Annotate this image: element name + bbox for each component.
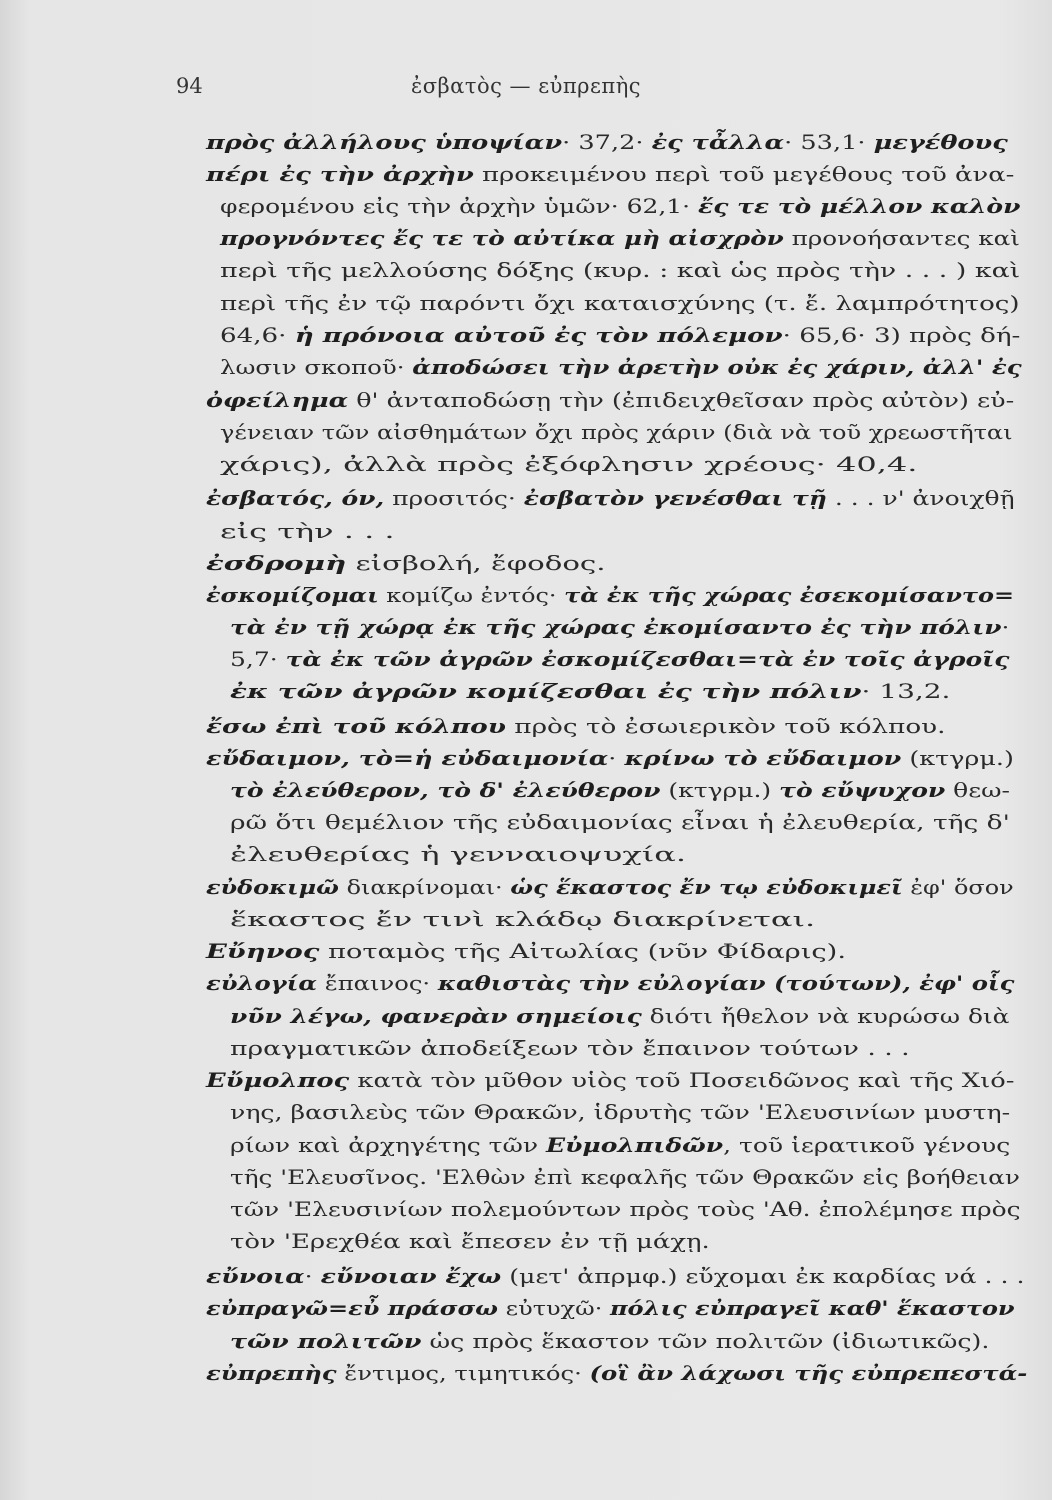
text-line	[230, 777, 1010, 803]
text-line	[230, 678, 950, 704]
text-line	[206, 129, 1008, 155]
page-header	[0, 74, 1052, 104]
headword-segment: τὰ ἐκ τῶν ἀγρῶν ἐσκομίζεσθαι=τὰ ἐν τοῖς ἀγροῖς	[285, 647, 1010, 671]
text-segment: ποταμὸς τῆς Αἰτωλίας (νῦν Φίδαρις).	[319, 939, 846, 963]
text-line	[230, 1099, 1010, 1125]
text-line	[220, 290, 1020, 316]
headword-segment: τὸ εὔψυχον	[779, 778, 946, 802]
text-segment: ἐφ' ὅσον	[902, 875, 1014, 899]
text-segment: χάρις), ἀλλὰ πρὸς ἐξόφλησιν χρέους· 40,4.	[220, 452, 918, 476]
text-line	[220, 451, 917, 477]
text-segment: τῆς 'Ελευσῖνος. 'Ελθὼν ἐπὶ κεφαλῆς τῶν Θρακῶν εἰς βοήθειαν	[230, 1165, 1020, 1189]
headword-segment: ἐσκομίζομαι	[206, 583, 379, 607]
text-line	[206, 1067, 1014, 1093]
text-line	[206, 970, 1014, 996]
text-segment: προσιτός·	[384, 486, 524, 510]
text-segment: (κτγρμ.)	[901, 746, 1014, 770]
text-segment: ρῶ ὅτι θεμέλιον τῆς εὐδαιμονίας εἶναι ἡ ἐλευθερία, τῆς δ'	[230, 810, 1010, 834]
headword-segment: ἐσβατὸν γενέσθαι τῇ	[523, 486, 827, 510]
headword-segment: ἀποδώσει τὴν ἀρετὴν οὐκ ἐς χάριν, ἀλλ' ἐς	[412, 355, 1022, 379]
headword-segment: ὡς ἕκαστος ἔν τῳ εὐδοκιμεῖ	[510, 875, 903, 899]
text-line	[220, 518, 395, 544]
text-line	[206, 550, 606, 576]
text-line	[206, 745, 1014, 771]
text-line	[206, 387, 1014, 413]
text-segment: (μετ' ἀπρμφ.) εὔχομαι ἐκ καρδίας νά . . .	[501, 1264, 1025, 1288]
text-segment: διακρίνομαι·	[338, 875, 511, 899]
headword-segment: ἐσβατός, όν,	[206, 486, 385, 510]
text-line	[230, 646, 1009, 672]
text-line	[220, 193, 1020, 219]
headword-segment: μεγέθους	[873, 130, 1008, 154]
text-segment: ἕκαστος ἔν τινὶ κλάδῳ διακρίνεται.	[230, 907, 816, 931]
text-line	[230, 614, 1009, 640]
headword-segment: (οἳ ἂν λάχωσι τῆς εὐπρεπεστά-	[589, 1361, 1028, 1385]
headword-segment: εὐλογία	[206, 971, 318, 995]
text-segment: φερομένου εἰς τὴν ἀρχὴν ὑμῶν· 62,1·	[220, 194, 699, 218]
text-line	[206, 582, 1014, 608]
text-segment: · 13,2.	[861, 679, 951, 703]
text-segment: ρίων καὶ ἀρχηγέτης τῶν	[230, 1133, 547, 1157]
text-line	[220, 322, 1020, 348]
headword-segment: εὐπρεπὴς	[206, 1361, 337, 1385]
text-segment: (κτγρμ.)	[660, 778, 780, 802]
text-segment: ·	[1001, 615, 1010, 639]
text-segment: · 65,6· 3) πρὸς δή-	[782, 323, 1021, 347]
headword-segment: ἐς τἆλλα	[651, 130, 785, 154]
text-line	[230, 809, 1010, 835]
page-number: 94	[176, 74, 203, 98]
text-segment: ἔπαινος·	[317, 971, 438, 995]
text-line	[220, 257, 1020, 283]
text-line	[206, 874, 1014, 900]
text-segment: · 37,2·	[562, 130, 652, 154]
text-line	[230, 1228, 710, 1254]
text-segment: τῶν 'Ελευσινίων πολεμούντων πρὸς τοὺς 'Αθ. ἐπολέμησε πρὸς	[230, 1197, 1021, 1221]
headword-segment: πέρι ἐς τὴν ἀρχὴν	[206, 162, 474, 186]
text-segment: προνοήσαντες καὶ	[783, 226, 1020, 250]
text-segment: γένειαν τῶν αἰσθημάτων ὄχι πρὸς χάριν (διὰ νὰ τοῦ χρεωστῆται	[220, 420, 1013, 444]
text-line	[230, 1196, 1021, 1222]
headword-segment: πόλις εὐπραγεῖ καθ' ἕκαστον	[609, 1296, 1015, 1320]
headword-segment: ὀφείλημα	[206, 388, 349, 412]
text-segment: προκειμένου περὶ τοῦ μεγέθους τοῦ ἀνα-	[473, 162, 1015, 186]
headword-segment: εὔνοιαν ἔχω	[320, 1264, 502, 1288]
headword-segment: τὸ ἐλεύθερον, τὸ δ' ἐλεύθερον	[230, 778, 661, 802]
headword-segment: πρὸς ἀλλήλους ὑποψίαν	[206, 130, 563, 154]
text-segment: εὐτυχῶ·	[498, 1296, 610, 1320]
text-line	[206, 161, 1014, 187]
headword-segment: τῶν πολιτῶν	[230, 1329, 422, 1353]
headword-segment: εὔνοια	[206, 1264, 305, 1288]
text-segment: ἐλευθερίας ἡ γενναιοψυχία.	[230, 842, 687, 866]
text-line	[230, 1328, 989, 1354]
text-line	[230, 1132, 1010, 1158]
headword-segment: κρίνω τὸ εὔδαιμον	[624, 746, 902, 770]
text-segment: κατὰ τὸν μῦθον υἱὸς τοῦ Ποσειδῶνος καὶ τῆς Χιό-	[349, 1068, 1015, 1092]
text-segment: · 53,1·	[784, 130, 874, 154]
text-segment: πραγματικῶν ἀποδείξεων τὸν ἔπαινον τούτων . . .	[230, 1036, 910, 1060]
text-line	[206, 1295, 1015, 1321]
running-head: ἐσβατὸς — εὐπρεπὴς	[410, 74, 642, 98]
text-line	[230, 1035, 910, 1061]
text-line	[220, 354, 1022, 380]
headword-segment: εὐδοκιμῶ	[206, 875, 339, 899]
text-segment: πρὸς τὸ ἐσωιερικὸν τοῦ κόλπου.	[505, 714, 946, 738]
text-segment: . . . ν' ἀνοιχθῇ	[826, 486, 1015, 510]
headword-segment: Εὔμολπος	[206, 1068, 350, 1092]
headword-segment: ἔς τε τὸ μέλλον καλὸν	[698, 194, 1021, 218]
text-segment: κομίζω ἐντός·	[378, 583, 565, 607]
headword-segment: ἐκ τῶν ἀγρῶν κομίζεσθαι ἐς τὴν πόλιν	[230, 679, 862, 703]
text-line	[206, 1263, 1025, 1289]
headword-segment: ἐσδρομὴ	[206, 551, 347, 575]
headword-segment: νῦν λέγω, φανερὰν σημείοις	[230, 1004, 642, 1028]
text-segment: ὡς πρὸς ἕκαστον τῶν πολιτῶν (ἰδιωτικῶς).	[421, 1329, 990, 1353]
text-segment: λωσιν σκοποῦ·	[220, 355, 413, 379]
headword-segment: εὐπραγῶ=εὖ πράσσω	[206, 1296, 499, 1320]
text-segment: ·	[304, 1264, 321, 1288]
text-segment: τὸν 'Ερεχθέα καὶ ἔπεσεν ἐν τῇ μάχῃ.	[230, 1229, 710, 1253]
text-line	[230, 1003, 1009, 1029]
headword-segment: Εὐμολπιδῶν	[546, 1133, 724, 1157]
headword-segment: τὰ ἐν τῇ χώρᾳ ἐκ τῆς χώρας ἐκομίσαντο ἐς τὴν πόλιν	[230, 615, 1002, 639]
text-segment: θεω-	[945, 778, 1010, 802]
text-line	[206, 938, 846, 964]
text-segment: ·	[608, 746, 625, 770]
text-segment: νης, βασιλεὺς τῶν Θρακῶν, ἱδρυτὴς τῶν 'Ελευσινίων μυστη-	[230, 1100, 1011, 1124]
headword-segment: ἔσω ἐπὶ τοῦ κόλπου	[206, 714, 506, 738]
text-line	[230, 1164, 1020, 1190]
text-segment: περὶ τῆς ἐν τῷ παρόντι ὄχι καταισχύνης (τ. ἔ. λαμπρότητος)	[220, 291, 1020, 315]
text-segment: εἰς τὴν . . .	[220, 519, 395, 543]
headword-segment: προγνόντες ἔς τε τὸ αὐτίκα μὴ αἰσχρὸν	[220, 226, 784, 250]
text-line	[206, 485, 1015, 511]
headword-segment: εὔδαιμον, τὸ=ἡ εὐδαιμονία	[206, 746, 609, 770]
text-segment: 64,6·	[220, 323, 295, 347]
text-segment: , τοῦ ἱερατικοῦ γένους	[723, 1133, 1011, 1157]
headword-segment: τὰ ἐκ τῆς χώρας ἐσεκομίσαντο=	[564, 583, 1014, 607]
text-line	[220, 419, 1013, 445]
text-segment: διότι ἤθελον νὰ κυρώσω διὰ	[641, 1004, 1010, 1028]
text-segment: ἔντιμος, τιμητικός·	[336, 1361, 590, 1385]
text-line	[230, 906, 815, 932]
text-segment: περὶ τῆς μελλούσης δόξης (κυρ. : καὶ ὡς πρὸς τὴν . . . ) καὶ	[220, 258, 1021, 282]
text-segment: θ' ἀνταποδώσῃ τὴν (ἐπιδειχθεῖσαν πρὸς αὐτὸν) εὐ-	[348, 388, 1015, 412]
text-segment: 5,7·	[230, 647, 286, 671]
text-line	[206, 1360, 1027, 1386]
text-line	[220, 225, 1020, 251]
headword-segment: Εὔηνος	[206, 939, 320, 963]
text-line	[230, 841, 686, 867]
text-line	[206, 713, 946, 739]
headword-segment: ἡ πρόνοια αὐτοῦ ἐς τὸν πόλεμον	[294, 323, 783, 347]
text-segment: εἰσβολή, ἔφοδος.	[346, 551, 606, 575]
headword-segment: καθιστὰς τὴν εὐλογίαν (τούτων), ἐφ' οἷς	[437, 971, 1015, 995]
